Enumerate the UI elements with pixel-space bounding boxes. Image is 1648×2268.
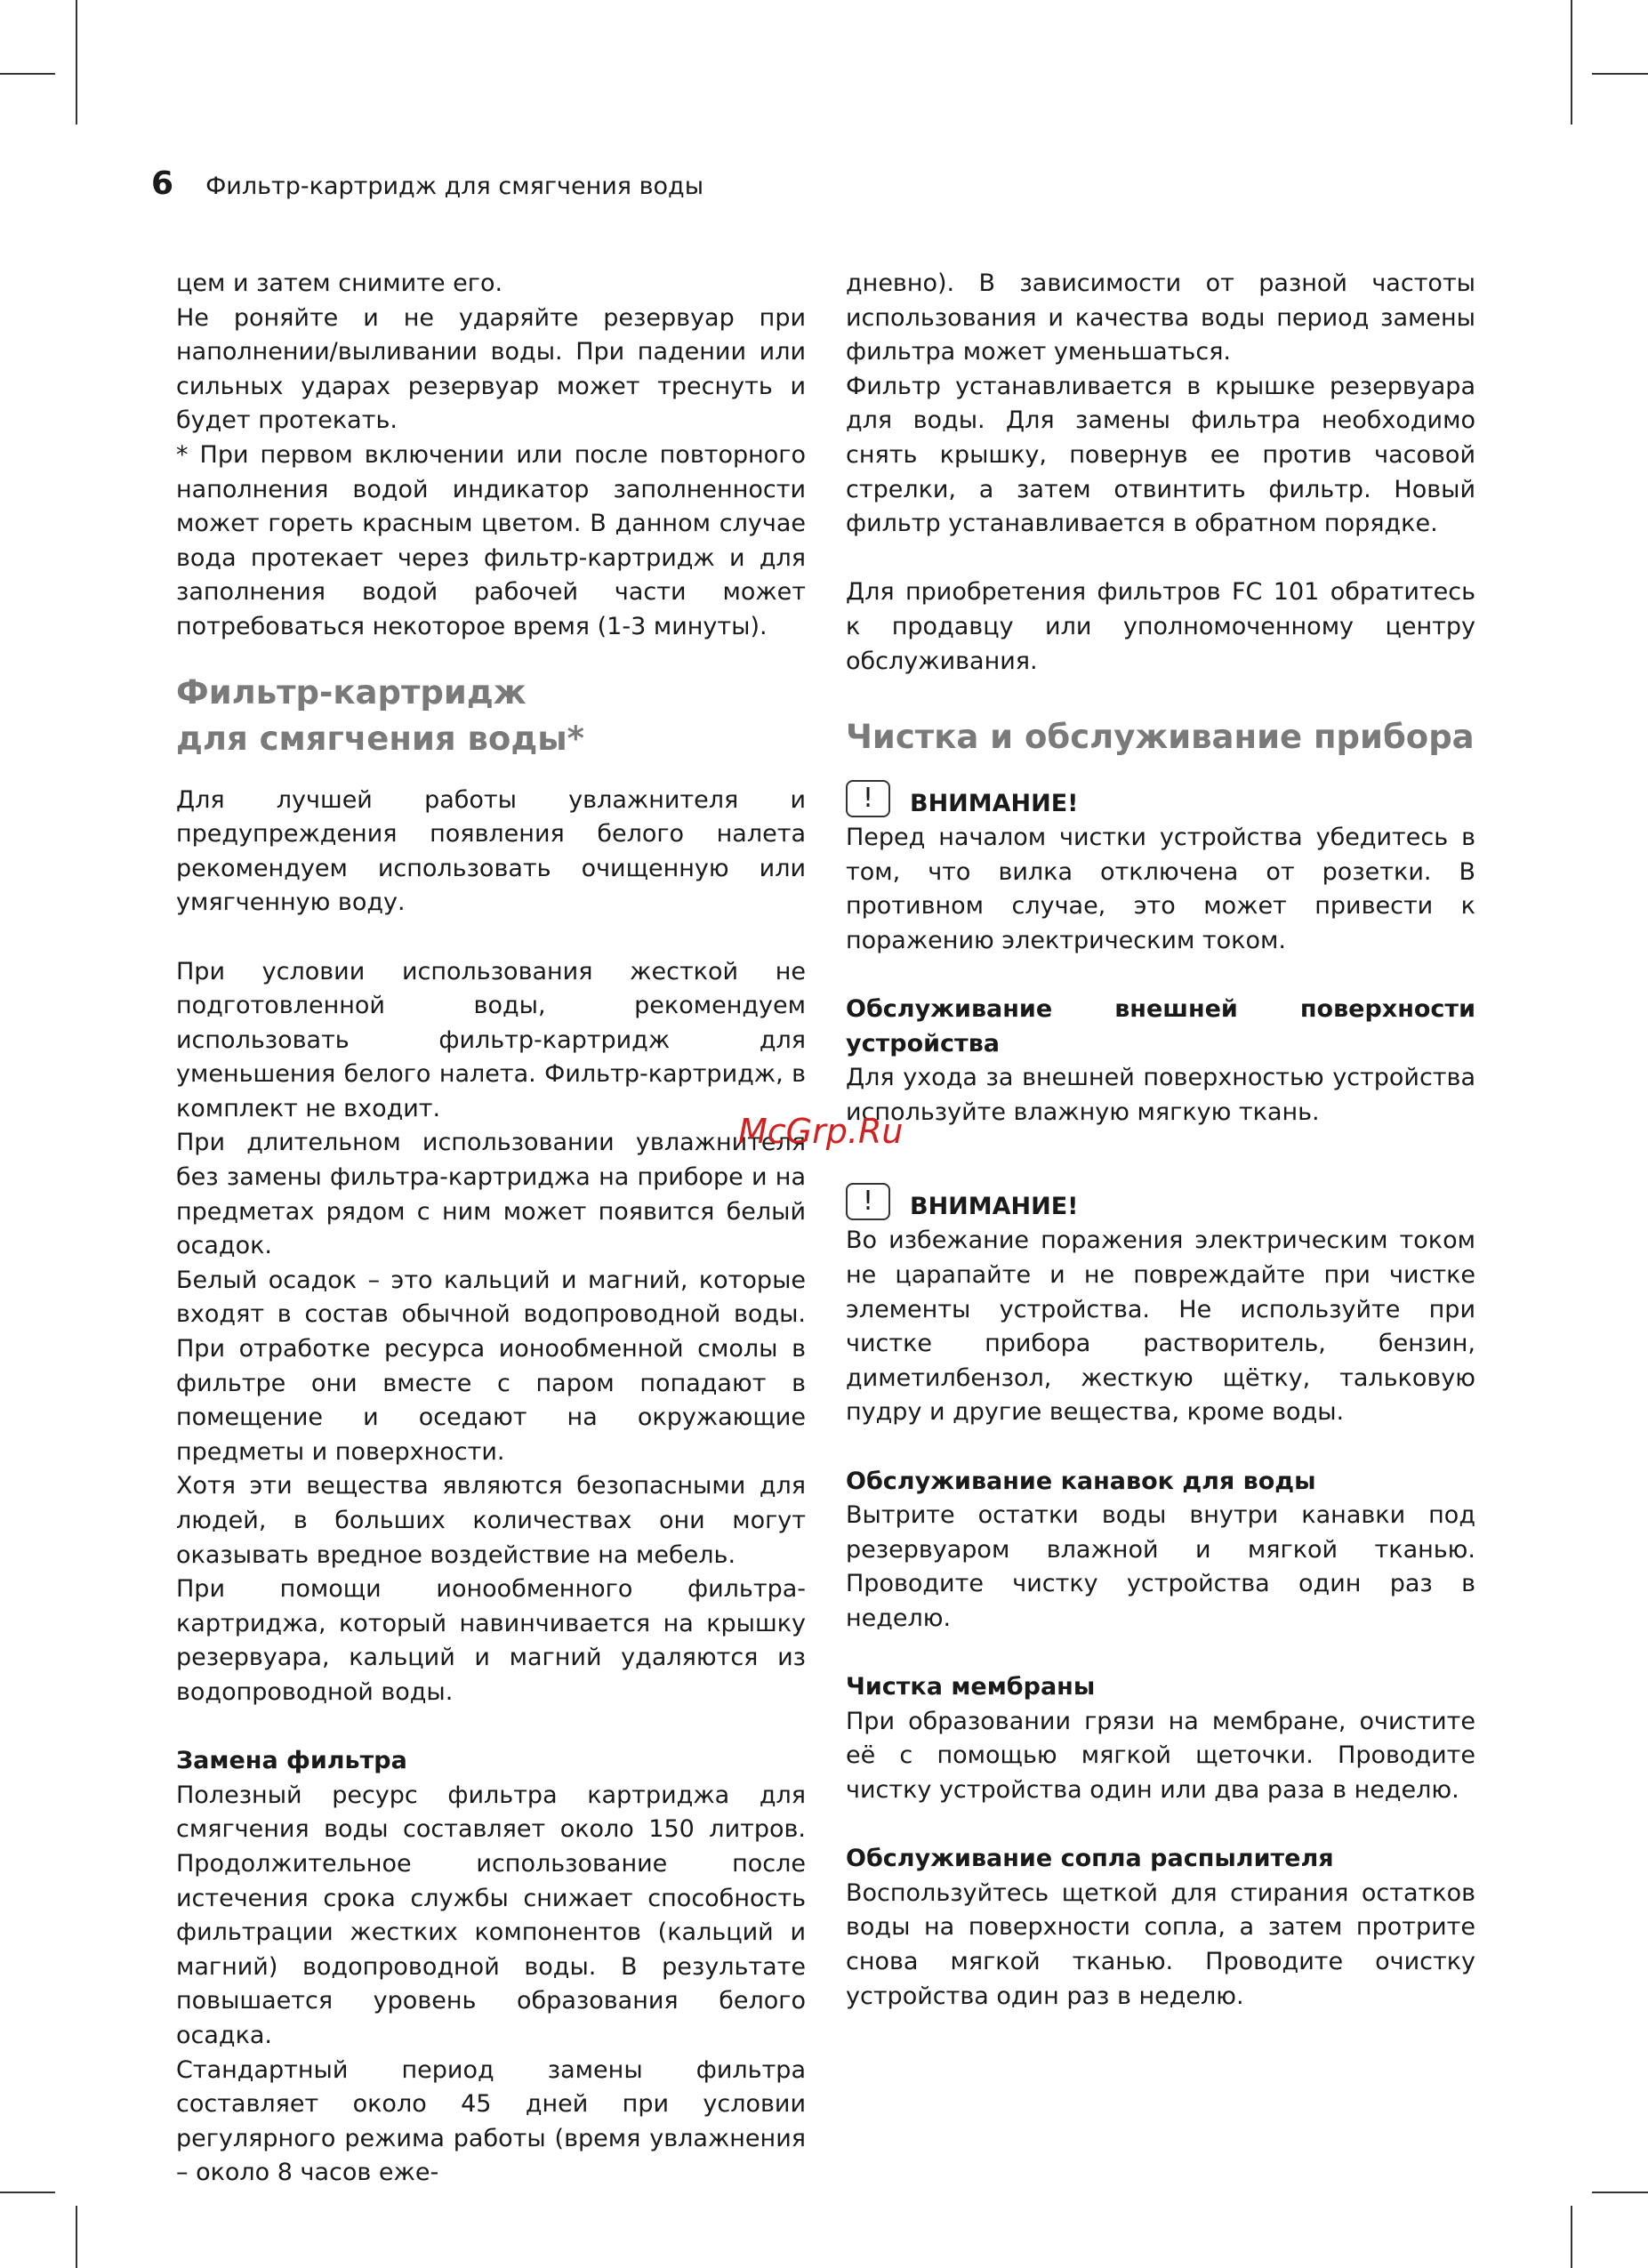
paragraph: Перед началом чистки устройства убедитесь в том, что вилка отключена от розетки. В противном случае, это может привести к поражению электрическим током. xyxy=(846,824,1475,954)
paragraph: Не роняйте и не ударяйте резервуар при наполнении/выливании воды. При падении или сильных ударах резервуар может треснуть и будет протекать. xyxy=(176,303,806,435)
paragraph: Для лучшей работы увлажнителя и предупреждения появления белого налета рекомендуем использовать очищенную или умягченную воду. xyxy=(176,785,806,917)
paragraph: Вытрите остатки воды внутри канавки под резервуаром влажной и мягкой тканью. Проводите чистку устройства один раз в неделю. xyxy=(846,1501,1475,1632)
paragraph: Полезный ресурс фильтра картриджа для смягчения воды составляет около 150 литров. Продолжительное использование после истечения срока службы снижает способность фильтрации жестких компонентов (кальций и магний) водопроводной воды. В результате повышается уровень образования белого осадка. xyxy=(176,1781,806,2049)
paragraph: * При первом включении или после повторного наполнения водой индикатор заполненности может гореть красным цветом. В данном случае вода протекает через фильтр-картридж и для заполнения водой рабочей части может потребоваться некоторое время (1-3 минуты). xyxy=(176,440,806,640)
crop-mark xyxy=(1592,73,1648,75)
paragraph: Для приобретения фильтров FC 101 обратитесь к продавцу или уполномоченному центру обслуживания. xyxy=(846,578,1475,675)
subheading-nozzle: Обслуживание сопла распылителя xyxy=(846,1845,1334,1873)
paragraph: Для ухода за внешней поверхностью устройства используйте влажную мягкую ткань. xyxy=(846,1064,1475,1126)
paragraph: При помощи ионообменного фильтра-картриджа, который навинчивается на крышку резервуара, кальций и магний удаляются из водопроводной воды. xyxy=(176,1575,806,1706)
subheading-filter-replace: Замена фильтра xyxy=(176,1747,407,1775)
warning-1 xyxy=(846,773,1475,821)
left-column xyxy=(176,267,806,2191)
paragraph: Воспользуйтесь щеткой для стирания остатков воды на поверхности сопла, а затем протрите снова мягкой тканью. Проводите очистку устройства один раз в неделю. xyxy=(846,1878,1475,2010)
paragraph: Белый осадок – это кальций и магний, которые входят в состав обычной водопроводной воды. При отработке ресурса ионообменной смолы в фильтре они вместе с паром попадают в помещение и оседают на окружающие предметы и поверхности. xyxy=(176,1266,806,1466)
paragraph: Стандартный период замены фильтра составляет около 45 дней при условии регулярного режима работы (время увлажнения – около 8 часов еже- xyxy=(176,2055,806,2187)
paragraph: цем и затем снимите его. xyxy=(176,269,503,297)
watermark: McGrp.Ru xyxy=(738,1112,904,1151)
warning-2 xyxy=(846,1176,1475,1224)
paragraph: При условии использования жесткой не подготовленной воды, рекомендуем использовать фильтр-картридж для уменьшения белого налета. Фильтр-картридж, в комплект не входит. xyxy=(176,957,806,1122)
crop-mark xyxy=(1571,2206,1572,2268)
warning-label: ВНИМАНИЕ! xyxy=(910,789,1079,817)
paragraph: При образовании грязи на мембране, очистите её с помощью мягкой щеточки. Проводите чистку устройства один или два раза в неделю. xyxy=(846,1707,1475,1804)
exclamation-icon: ! xyxy=(846,780,890,817)
crop-mark xyxy=(76,0,77,125)
crop-mark xyxy=(0,73,55,75)
crop-mark xyxy=(1571,0,1572,125)
crop-mark xyxy=(0,2192,55,2193)
subheading-grooves: Обслуживание канавок для воды xyxy=(846,1467,1316,1495)
right-column xyxy=(846,267,1475,2014)
paragraph: Во избежание поражения электрическим током не царапайте и не повреждайте при чистке элементы устройства. Не используйте при чистке прибора растворитель, бензин, диметилбензол, жесткую щётку, тальковую пудру и другие вещества, кроме воды. xyxy=(846,1226,1475,1427)
paragraph: Хотя эти вещества являются безопасными для людей, в больших количествах они могут оказывать вредное воздействие на мебель. xyxy=(176,1472,806,1569)
paragraph: Фильтр устанавливается в крышке резервуара для воды. Для замены фильтра необходимо снять крышку, повернув ее против часовой стрелки, а затем отвинтить фильтр. Новый фильтр устанавливается в обратном порядке. xyxy=(846,372,1475,538)
section-heading-filter: Фильтр-картридж xyxy=(176,672,527,712)
page-header xyxy=(151,165,703,210)
section-heading-filter-line2: для смягчения воды* xyxy=(176,719,585,758)
header-title: Фильтр-картридж для смягчения воды xyxy=(205,173,704,200)
paragraph: При длительном использовании увлажнителя без замены фильтра-картриджа на приборе и на предметах рядом с ним может появится белый осадок. xyxy=(176,1129,806,1260)
paragraph: дневно). В зависимости от разной частоты использования и качества воды период замены фильтра может уменьшаться. xyxy=(846,269,1475,366)
subheading-outer-surface: Обслуживание внешней поверхности устройства xyxy=(846,995,1475,1058)
page-number: 6 xyxy=(151,165,174,202)
crop-mark xyxy=(1592,2192,1648,2193)
crop-mark xyxy=(76,2206,77,2268)
section-heading-cleaning: Чистка и обслуживание прибора xyxy=(846,718,1475,757)
warning-label: ВНИМАНИЕ! xyxy=(910,1192,1079,1220)
exclamation-icon: ! xyxy=(846,1183,890,1220)
subheading-membrane: Чистка мембраны xyxy=(846,1673,1096,1701)
